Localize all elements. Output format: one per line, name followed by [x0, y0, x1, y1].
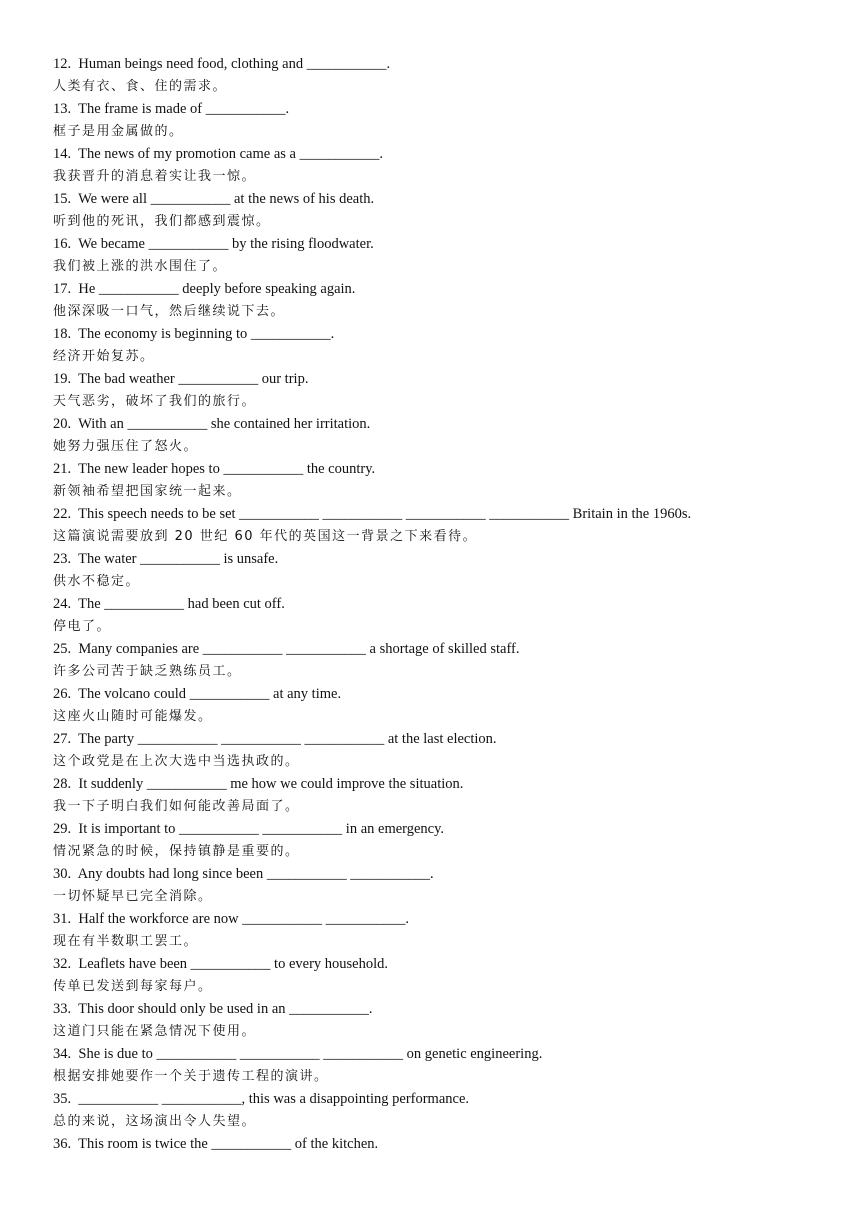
english-sentence: 32. Leaflets have been ___________ to every household.: [53, 956, 389, 972]
exercise-item-23: [53, 548, 833, 593]
exercise-item-35: [53, 1088, 833, 1133]
exercise-item-26: [53, 683, 833, 728]
exercise-item-16: [53, 233, 833, 278]
chinese-translation: 供水不稳定。: [53, 573, 141, 589]
chinese-translation: 情况紧急的时候，保持镇静是重要的。: [53, 843, 300, 859]
exercise-item-31: [53, 908, 833, 953]
exercise-item-13: [53, 98, 833, 143]
exercise-item-34: [53, 1043, 833, 1088]
english-sentence: 23. The water ___________ is unsafe.: [53, 551, 279, 567]
exercise-item-27: [53, 728, 833, 773]
exercise-item-22: [53, 503, 833, 548]
chinese-translation: 许多公司苦于缺乏熟练员工。: [53, 663, 242, 679]
chinese-translation: 一切怀疑早已完全消除。: [53, 888, 213, 904]
english-sentence: 21. The new leader hopes to ___________ the country.: [53, 461, 376, 477]
chinese-translation: 这座火山随时可能爆发。: [53, 708, 213, 724]
english-sentence: 14. The news of my promotion came as a ___________.: [53, 146, 383, 162]
exercise-item-29: [53, 818, 833, 863]
exercise-item-12: [53, 53, 833, 98]
english-sentence: 34. She is due to ___________ ___________ ___________ on genetic engineering.: [53, 1046, 543, 1062]
english-sentence: 25. Many companies are ___________ ___________ a shortage of skilled staff.: [53, 641, 520, 657]
chinese-translation: 框子是用金属做的。: [53, 123, 184, 139]
english-sentence: 30. Any doubts had long since been ___________ ___________.: [53, 866, 434, 882]
exercise-item-33: [53, 998, 833, 1043]
english-sentence: 13. The frame is made of ___________.: [53, 101, 290, 117]
exercise-item-28: [53, 773, 833, 818]
chinese-translation: 传单已发送到每家每户。: [53, 978, 213, 994]
chinese-translation: 我一下子明白我们如何能改善局面了。: [53, 798, 300, 814]
english-sentence: 27. The party ___________ ___________ ___________ at the last election.: [53, 731, 497, 747]
exercise-item-17: [53, 278, 833, 323]
exercise-list: [53, 53, 833, 1156]
exercise-item-20: [53, 413, 833, 458]
english-sentence: 15. We were all ___________ at the news of his death.: [53, 191, 375, 207]
english-sentence: 28. It suddenly ___________ me how we could improve the situation.: [53, 776, 464, 792]
english-sentence: 31. Half the workforce are now ___________ ___________.: [53, 911, 409, 927]
chinese-translation: 总的来说，这场演出令人失望。: [53, 1113, 257, 1129]
exercise-item-25: [53, 638, 833, 683]
english-sentence: 12. Human beings need food, clothing and ___________.: [53, 56, 391, 72]
chinese-translation: 人类有衣、食、住的需求。: [53, 78, 228, 94]
chinese-translation: 我获晋升的消息着实让我一惊。: [53, 168, 257, 184]
chinese-translation: 停电了。: [53, 618, 112, 634]
exercise-item-21: [53, 458, 833, 503]
exercise-item-19: [53, 368, 833, 413]
exercise-item-30: [53, 863, 833, 908]
chinese-translation: 这篇演说需要放到 20 世纪 60 年代的英国这一背景之下来看待。: [53, 528, 478, 544]
exercise-item-36: [53, 1133, 833, 1156]
exercise-item-32: [53, 953, 833, 998]
chinese-translation: 这道门只能在紧急情况下使用。: [53, 1023, 257, 1039]
chinese-translation: 这个政党是在上次大选中当选执政的。: [53, 753, 300, 769]
english-sentence: 26. The volcano could ___________ at any time.: [53, 686, 342, 702]
exercise-item-14: [53, 143, 833, 188]
chinese-translation: 新领袖希望把国家统一起来。: [53, 483, 242, 499]
english-sentence: 36. This room is twice the ___________ of the kitchen.: [53, 1136, 379, 1152]
english-sentence: 19. The bad weather ___________ our trip.: [53, 371, 309, 387]
chinese-translation: 他深深吸一口气，然后继续说下去。: [53, 303, 286, 319]
english-sentence: 33. This door should only be used in an ___________.: [53, 1001, 373, 1017]
exercise-item-18: [53, 323, 833, 368]
english-sentence: 29. It is important to ___________ ___________ in an emergency.: [53, 821, 445, 837]
english-sentence: 35. ___________ ___________, this was a disappointing performance.: [53, 1091, 470, 1107]
english-sentence: 18. The economy is beginning to ___________.: [53, 326, 335, 342]
english-sentence: 16. We became ___________ by the rising floodwater.: [53, 236, 374, 252]
exercise-item-24: [53, 593, 833, 638]
chinese-translation: 天气恶劣，破坏了我们的旅行。: [53, 393, 257, 409]
english-sentence: 22. This speech needs to be set ___________ ___________ ___________ ___________ Britain in the 1960s.: [53, 506, 692, 522]
chinese-translation: 听到他的死讯，我们都感到震惊。: [53, 213, 271, 229]
chinese-translation: 现在有半数职工罢工。: [53, 933, 199, 949]
chinese-translation: 根据安排她要作一个关于遗传工程的演讲。: [53, 1068, 329, 1084]
chinese-translation: 她努力强压住了怒火。: [53, 438, 199, 454]
english-sentence: 24. The ___________ had been cut off.: [53, 596, 285, 612]
english-sentence: 20. With an ___________ she contained her irritation.: [53, 416, 371, 432]
english-sentence: 17. He ___________ deeply before speaking again.: [53, 281, 356, 297]
exercise-item-15: [53, 188, 833, 233]
chinese-translation: 我们被上涨的洪水围住了。: [53, 258, 228, 274]
chinese-translation: 经济开始复苏。: [53, 348, 155, 364]
